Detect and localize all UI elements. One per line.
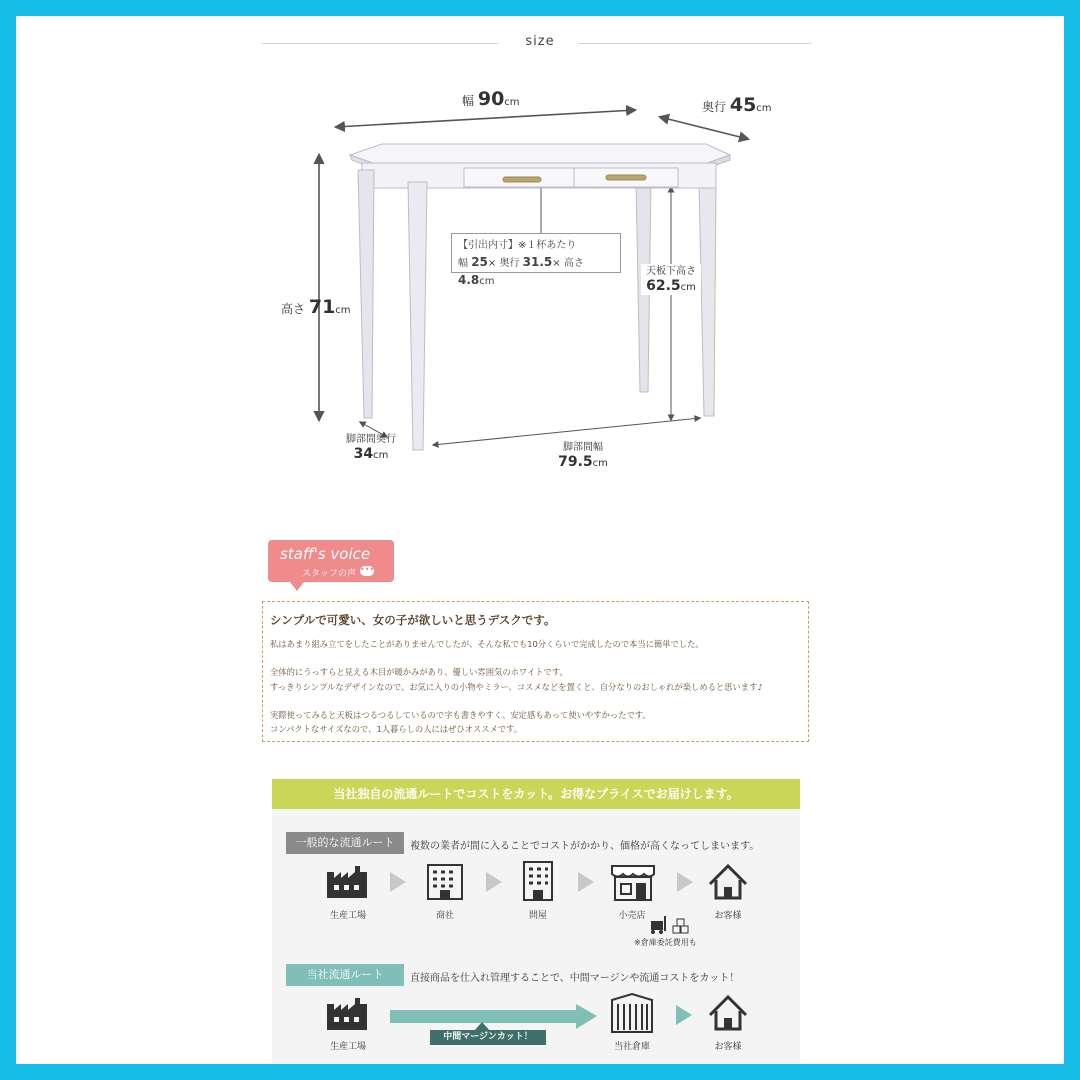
company-warehouse-icon xyxy=(612,994,652,1032)
company-route-tag: 当社流通ルート xyxy=(286,964,404,986)
staff-voice-subtitle: スタッフの声 xyxy=(302,569,357,579)
staff-paragraph-4: 実際使ってみると天板はつるつるしているので字も書きやすく、安定感もあって使いやすかったです。 xyxy=(270,710,651,720)
wholesaler-icon xyxy=(524,862,552,900)
trading-company-icon xyxy=(428,865,462,899)
node-trading-company: 商社 xyxy=(435,911,454,921)
route-arrow-4 xyxy=(677,872,693,892)
node-retail-store: 小売店 xyxy=(618,911,646,921)
customer-house-icon xyxy=(710,866,746,898)
customer-house-icon-2 xyxy=(710,997,746,1029)
route-arrow-3 xyxy=(578,872,594,892)
general-route-tag: 一般的な流通ルート xyxy=(286,832,404,854)
company-route-desc: 直接商品を仕入れ管理することで、中間マージンや流通コストをカット！ xyxy=(410,973,740,984)
staff-paragraph-5: コンパクトなサイズなので、1人暮らしの人にはぜひオススメです。 xyxy=(270,724,523,734)
staff-paragraph-2: 全体的にうっすらと見える木目が暖かみがあり、優しい雰囲気のホワイトです。 xyxy=(270,667,568,677)
node-wholesaler: 問屋 xyxy=(528,911,547,921)
distribution-banner: 当社独自の流通ルートでコストをカット。お得なプライスでお届けします。 xyxy=(272,779,800,809)
staff-heading: シンプルで可愛い、女の子が欲しいと思うデスクです。 xyxy=(270,613,556,627)
drawer-line2: 幅 25× 奥行 31.5× 高さ 4.8cm xyxy=(458,255,584,287)
warehouse-fee-note: ※倉庫委託費用も xyxy=(634,938,697,947)
leg-depth-dim: 脚部間奥行 34cm xyxy=(346,434,396,462)
factory-icon-2 xyxy=(327,998,367,1030)
staff-voice-title: staff's voice xyxy=(280,545,371,563)
under-height-dim: 天板下高さ 62.5cm xyxy=(641,264,701,295)
node-customer-2: お客様 xyxy=(714,1042,742,1052)
staff-paragraph-3: すっきりシンプルなデザインなので、お気に入りの小物やミラー、コスメなどを置くと、自分なりのおしゃれが楽しめると思います♪ xyxy=(270,682,763,692)
width-dim: 幅 90cm xyxy=(462,88,520,110)
depth-dim: 奥行 45cm xyxy=(702,94,772,116)
staff-paragraph-1: 私はあまり組み立てをしたことがありませんでしたが、そんな私でも10分くらいで完成したので本当に簡単でした。 xyxy=(270,639,704,649)
factory-icon xyxy=(327,866,367,898)
node-company-warehouse: 当社倉庫 xyxy=(613,1042,650,1052)
drawer-line1: 【引出内寸】※１杯あたり xyxy=(458,240,577,251)
route-arrow-2 xyxy=(486,872,502,892)
leg-width-dim: 脚部間幅 79.5cm xyxy=(558,442,608,470)
direct-route-arrow xyxy=(390,1004,597,1031)
margin-cut-label: 中間マージンカット！ xyxy=(430,1030,546,1045)
general-route-desc: 複数の業者が間に入ることでコストがかかり、価格が高くなってしまいます。 xyxy=(410,841,760,852)
retail-store-icon xyxy=(612,866,654,900)
height-dim: 高さ 71cm xyxy=(281,296,351,318)
node-factory: 生産工場 xyxy=(329,911,366,921)
node-factory-2: 生産工場 xyxy=(329,1042,366,1052)
route-arrow-5 xyxy=(676,1005,692,1025)
node-customer: お客様 xyxy=(714,911,742,921)
speech-bubble-icon: ••• xyxy=(360,565,375,574)
section-title: size xyxy=(525,34,555,49)
route-arrow-1 xyxy=(390,872,406,892)
